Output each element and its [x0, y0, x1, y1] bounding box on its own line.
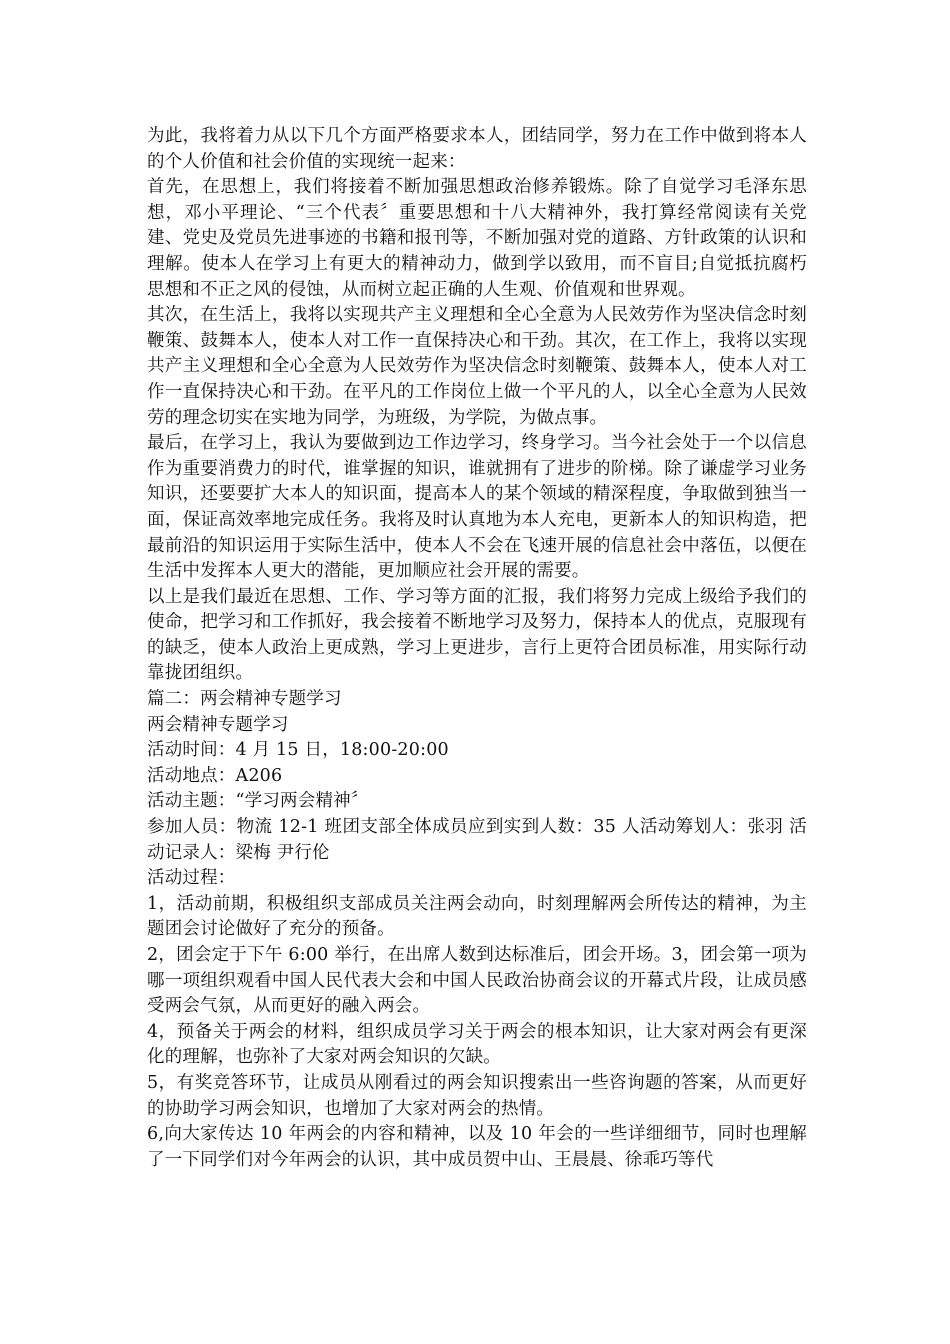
activity-time: 活动时间：4 月 15 日，18:00-20:00 — [147, 740, 449, 761]
process-step-6: 6,向大家传达 10 年两会的内容和精神，以及 10 年会的一些详细细节，同时也理解了一下同学们对今年两会的认识，其中成员贺中山、王晨晨、徐乖巧等代 — [147, 1124, 807, 1170]
section-heading: 篇二：两会精神专题学习 — [147, 689, 342, 710]
process-step-2-3: 2，团会定于下午 6:00 举行，在出席人数到达标准后，团会开场。3，团会第一项为哪一项组织观看中国人民代表大会和中国人民政治协商会议的开幕式片段，让成员感受两会气氛，从而更好的融入两会。 — [147, 945, 807, 1017]
process-step-5: 5，有奖竞答环节，让成员从刚看过的两会知识搜索出一些咨询题的答案，从而更好的协助学习两会知识，也增加了大家对两会的热情。 — [147, 1072, 807, 1119]
activity-location: 活动地点：A206 — [147, 765, 283, 786]
paragraph-ideology: 首先，在思想上，我们将接着不断加强思想政治修养锻炼。除了自觉学习毛泽东思想，邓小平理论、“三个代表〞重要思想和十八大精神外，我打算经常阅读有关党建、党史及党员先进事迹的书籍和报刊等，不断加强对党的道路、方针政策的认识和理解。使本人在学习上有更大的精神动力，做到学以致用，而不盲目;自觉抵抗腐朽思想和不正之风的侵蚀，从而树立起正确的人生观、价值观和世界观。 — [147, 177, 807, 300]
process-step-1: 1，活动前期，积极组织支部成员关注两会动向，时刻理解两会所传达的精神，为主题团会讨论做好了充分的预备。 — [147, 893, 807, 940]
paragraph-summary: 以上是我们最近在思想、工作、学习等方面的汇报，我们将努力完成上级给予我们的使命，把学习和工作抓好，我会接着不断地学习及努力，保持本人的优点，克服现有的缺乏，使本人政治上更成熟，学习上更进步，言行上更符合团员标准，用实际行动靠拢团组织。 — [147, 586, 807, 684]
section-title: 两会精神专题学习 — [147, 714, 289, 735]
document-body — [147, 124, 807, 1173]
paragraph-study: 最后，在学习上，我认为要做到边工作边学习，终身学习。当今社会处于一个以信息作为重要消费力的时代，谁掌握的知识，谁就拥有了进步的阶梯。除了谦虚学习业务知识，还要要扩大本人的知识面，提高本人的某个领域的精深程度，争取做到独当一面，保证高效率地完成任务。我将及时认真地为本人充电，更新本人的知识构造，把最前沿的知识运用于实际生活中，使本人不会在飞速开展的信息社会中落伍，以便在生活中发挥本人更大的潜能，更加顺应社会开展的需要。 — [147, 433, 807, 582]
activity-participants: 参加人员：物流 12-1 班团支部全体成员应到实到人数：35 人活动筹划人：张羽 活动记录人：梁梅 尹行伦 — [147, 817, 807, 863]
activity-theme: 活动主题：“学习两会精神〞 — [147, 791, 369, 812]
process-step-4: 4，预备关于两会的材料，组织成员学习关于两会的根本知识，让大家对两会有更深化的理解，也弥补了大家对两会知识的欠缺。 — [147, 1021, 807, 1068]
activity-process-label: 活动过程： — [147, 868, 236, 889]
paragraph-intro: 为此，我将着力从以下几个方面严格要求本人，团结同学，努力在工作中做到将本人的个人价值和社会价值的实现统一起来： — [147, 126, 807, 172]
paragraph-life-work: 其次，在生活上，我将以实现共产主义理想和全心全意为人民效劳作为坚决信念时刻鞭策、鼓舞本人，使本人对工作一直保持决心和干劲。其次，在工作上，我将以实现共产主义理想和全心全意为人民效劳作为坚决信念时刻鞭策、鼓舞本人，使本人对工作一直保持决心和干劲。在平凡的工作岗位上做一个平凡的人，以全心全意为人民效劳的理念切实在实地为同学，为班级，为学院，为做点事。 — [147, 305, 807, 428]
